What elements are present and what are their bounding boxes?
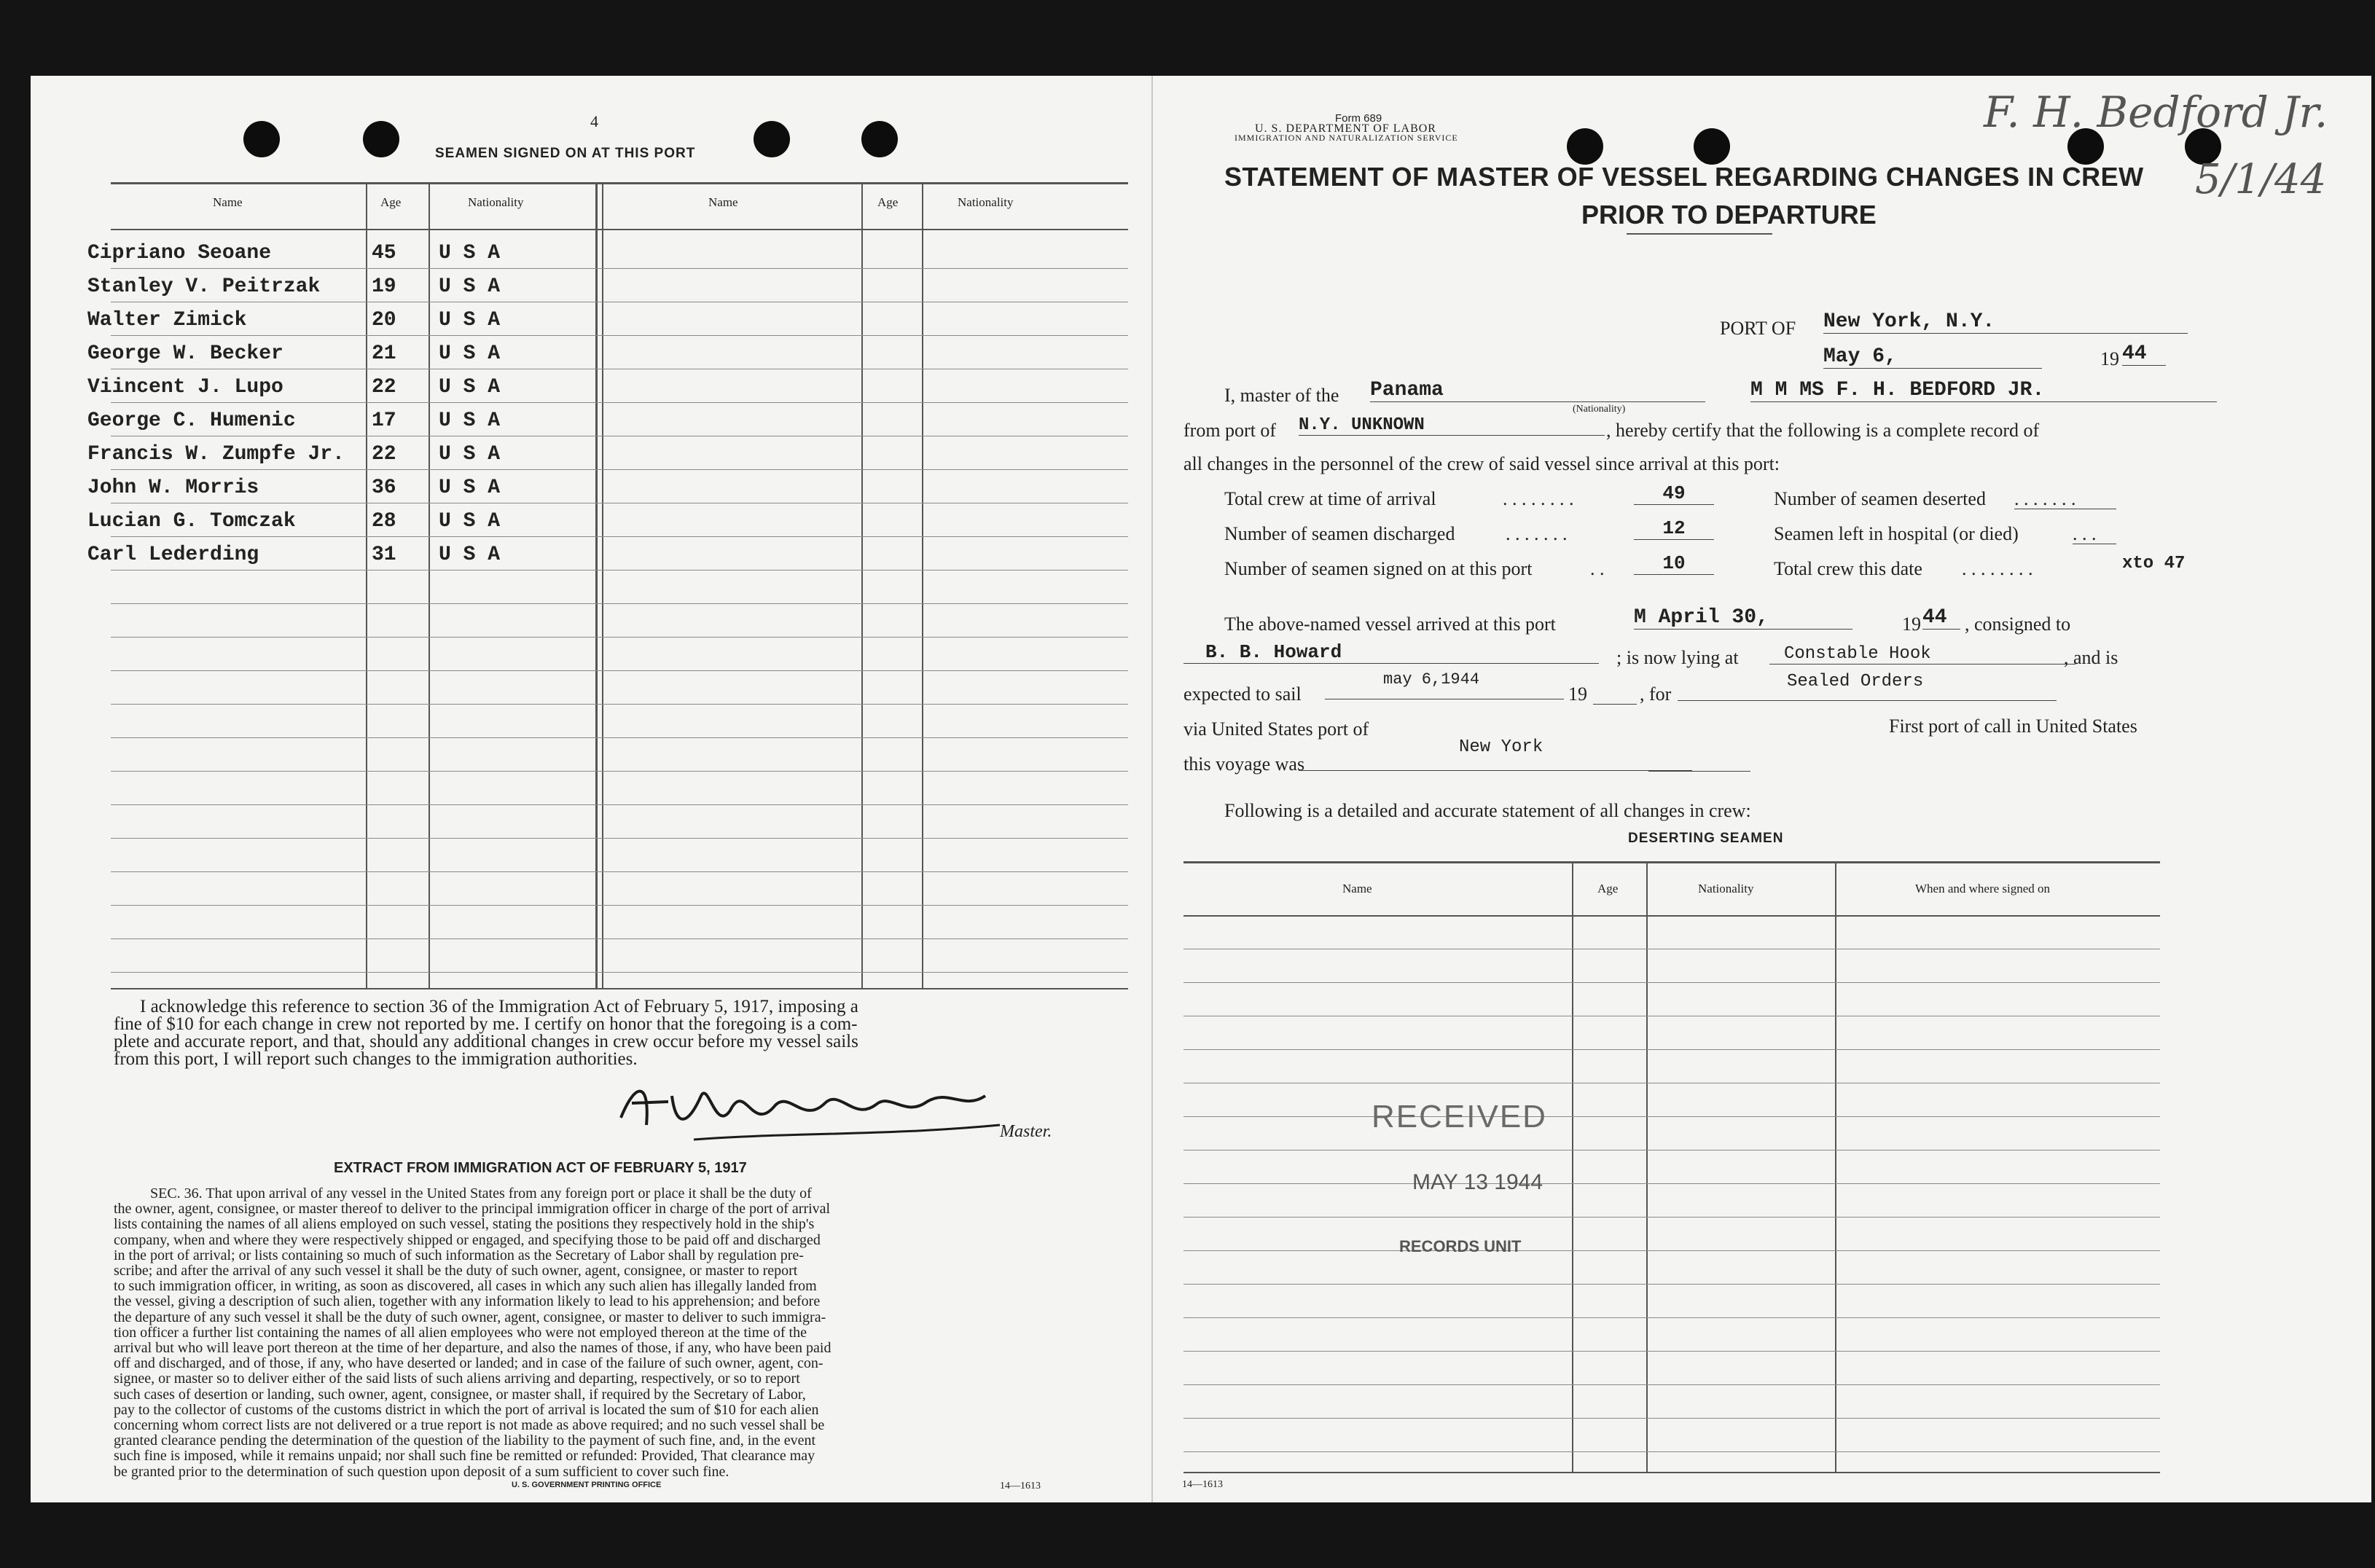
table-row [1183, 1317, 2160, 1318]
received-stamp: RECEIVED [1372, 1099, 1547, 1134]
year-suffix: 44 [2122, 342, 2166, 366]
seaman-age: 28 [372, 510, 396, 533]
seaman-nationality: U S A [439, 409, 501, 432]
nationality-caption: (Nationality) [1573, 404, 1626, 415]
col-sep [366, 182, 367, 988]
extract-line: SEC. 36. That upon arrival of any vessel in the United States from any foreign port or place it shall be the duty of [150, 1185, 812, 1202]
arrival-total-value: 49 [1634, 482, 1714, 505]
seaman-age: 22 [372, 376, 396, 399]
table-row [1183, 1418, 2160, 1419]
discharged-label: Number of seamen discharged [1224, 523, 1455, 544]
acknowledgement-line: I acknowledge this reference to section 36 of the Immigration Act of February 5, 1917, imposing a [140, 997, 858, 1016]
consignee: B. B. Howard [1183, 641, 1599, 664]
dot-leader: . . [1590, 558, 1605, 579]
deserting-header-rule [1183, 915, 2160, 917]
seaman-nationality: U S A [439, 544, 501, 566]
arrived-year-suffix: 44 [1922, 606, 1960, 630]
and-is-label: , and is [2064, 647, 2118, 668]
page-number: 4 [590, 112, 598, 130]
seaman-age: 19 [372, 275, 396, 298]
deserting-bottom-rule [1183, 1472, 2160, 1473]
date-value: May 6, [1823, 345, 2042, 369]
hospital-label: Seamen left in hospital (or died) [1774, 523, 2019, 544]
col-header-age-2: Age [877, 195, 899, 209]
col-sep [861, 182, 863, 988]
received-stamp-date: MAY 13 1944 [1412, 1170, 1543, 1194]
extract-line: lists containing the names of all aliens employed on such vessel, stating the positions they respectively hold in the ship's [114, 1216, 815, 1233]
arrival-total-label: Total crew at time of arrival [1224, 488, 1436, 509]
extract-line: company, when and where they were respectively shipped or engaged, and specifying those to be paid off and discharged [114, 1231, 821, 1248]
seaman-age: 45 [372, 242, 396, 264]
via-label: via United States port of [1183, 718, 1369, 740]
table-row [111, 938, 1128, 939]
seaman-name: Stanley V. Peitrzak [87, 275, 321, 298]
col-header-age: Age [380, 195, 402, 209]
form-code: 14—1613 [1000, 1481, 1041, 1491]
certify-text: , hereby certify that the following is a complete record of [1606, 420, 2040, 441]
seaman-name: George C. Humenic [87, 409, 296, 432]
table-row [1183, 1116, 2160, 1117]
expected-value: may 6,1944 [1325, 670, 1564, 699]
dot-leader: . . . . . . . . [1503, 488, 1574, 509]
table-row [1183, 982, 2160, 983]
col-sep [429, 182, 430, 988]
acknowledgement-line: plete and accurate report, and that, should any additional changes in crew occur before my vessel sails [114, 1032, 858, 1051]
table-top-rule [111, 182, 1128, 184]
seaman-name: George W. Becker [87, 342, 283, 365]
col-header-nationality-2: Nationality [958, 195, 1014, 209]
for-label: , for [1640, 683, 1672, 705]
table-row [1183, 1451, 2160, 1452]
dot-leader: . . . . . . . [1506, 523, 1568, 544]
seaman-name: John W. Morris [87, 477, 259, 499]
extract-line: in the port of arrival; or lists containing so much of such information as the Secretary of Labor shall by regulation pre- [114, 1247, 804, 1263]
extract-line: the vessel, giving a description of such alien, together with any information likely to lead to his apprehension; and before [114, 1293, 821, 1310]
crew-this-date-label: Total crew this date [1774, 558, 1922, 579]
handwritten-note: F. H. Bedford Jr. [1984, 87, 2328, 137]
table-row [111, 469, 1128, 470]
table-row [111, 268, 1128, 269]
signed-on-value: 10 [1634, 552, 1714, 575]
col-sep [595, 182, 598, 988]
table-row [1183, 1384, 2160, 1385]
form-number: Form 689 [1335, 112, 1382, 125]
seaman-name: Carl Lederding [87, 544, 259, 566]
table-header-rule [111, 229, 1128, 230]
table-row [111, 570, 1128, 571]
table-row [111, 737, 1128, 738]
crew-this-date-value: xto 47 [2122, 554, 2186, 573]
table-row [111, 905, 1128, 906]
seaman-age: 20 [372, 309, 396, 332]
seaman-nationality: U S A [439, 510, 501, 533]
handwritten-date-note: 5/1/44 [2195, 156, 2327, 203]
col-header-name: Name [213, 195, 243, 209]
extract-line: arrival but who will leave port thereon at the time of her departure, and also the names of those, if any, who have been paid [114, 1340, 832, 1357]
seaman-age: 36 [372, 477, 396, 499]
signed-on-label: Number of seamen signed on at this port [1224, 558, 1533, 579]
punch-hole [861, 121, 898, 157]
vessel-nationality: Panama [1370, 379, 1705, 402]
for-value: Sealed Orders [1678, 672, 2057, 701]
first-port-label: First port of call in United States [1889, 716, 2137, 737]
seaman-nationality: U S A [439, 275, 501, 298]
deserting-col-name: Name [1342, 882, 1372, 895]
from-port-value: N.Y. UNKNOWN [1299, 415, 1605, 436]
via-value: New York [1299, 737, 1692, 771]
seaman-nationality: U S A [439, 309, 501, 332]
form-code: 14—1613 [1182, 1479, 1223, 1490]
table-row [111, 637, 1128, 638]
seaman-nationality: U S A [439, 242, 501, 264]
acknowledgement-line: fine of $10 for each change in crew not reported by me. I certify on honor that the foregoing is a com- [114, 1014, 858, 1034]
seaman-name: Lucian G. Tomczak [87, 510, 296, 533]
seaman-name: Walter Zimick [87, 309, 247, 332]
extract-title: EXTRACT FROM IMMIGRATION ACT OF FEBRUARY 5, 1917 [334, 1160, 747, 1176]
table-row [1183, 1284, 2160, 1285]
extract-line: such cases of desertion or landing, such owner, agent, consignee, or master shall, if required by the Secretary of Labor, [114, 1386, 806, 1403]
deserted-label: Number of seamen deserted [1774, 488, 1986, 509]
hospital-value: . . . [2073, 523, 2116, 544]
extract-line: scribe; and after the arrival of any such vessel it shall be the duty of such owner, agent, consignee, or master to report [114, 1263, 798, 1279]
extract-line: such fine is imposed, while it remains unpaid; nor shall such fine be remitted or refunded: Provided, That clearance may [114, 1448, 815, 1465]
seaman-name: Cipriano Seoane [87, 242, 272, 264]
col-sep [922, 182, 923, 988]
following-text: Following is a detailed and accurate statement of all changes in crew: [1224, 800, 1751, 821]
form-title: STATEMENT OF MASTER OF VESSEL REGARDING CHANGES IN CREW [1224, 162, 2144, 192]
arrived-year-prefix: 19 [1902, 614, 1921, 635]
table-row [111, 771, 1128, 772]
form-subtitle: PRIOR TO DEPARTURE [1581, 200, 1877, 230]
arrived-value: M April 30, [1634, 606, 1852, 630]
department: U. S. DEPARTMENT OF LABOR [1255, 122, 1436, 135]
vessel-name: M M MS F. H. BEDFORD JR. [1750, 379, 2217, 402]
table-row [111, 704, 1128, 705]
punch-hole [1694, 128, 1730, 165]
seaman-age: 21 [372, 342, 396, 365]
voyage-blank [1648, 769, 1750, 772]
discharged-value: 12 [1634, 517, 1714, 540]
port-value: New York, N.Y. [1823, 310, 2188, 334]
table-row [1183, 1049, 2160, 1050]
lying-at-label: ; is now lying at [1616, 647, 1739, 668]
extract-line: concerning whom correct lists are not delivered or a true report is not made as above required; and no such vessel shall be [114, 1417, 825, 1434]
deserting-col-age: Age [1597, 882, 1619, 895]
service: IMMIGRATION AND NATURALIZATION SERVICE [1235, 133, 1458, 143]
deserting-col-nationality: Nationality [1698, 882, 1754, 895]
table-row [111, 871, 1128, 872]
table-row [111, 603, 1128, 604]
extract-line: the owner, agent, consignee, or master thereof to deliver to the principal immigration officer in charge of the port of arrival [114, 1201, 831, 1218]
expected-year-prefix: 19 [1568, 683, 1587, 705]
table-row [111, 804, 1128, 805]
signature-role: Master. [1000, 1122, 1052, 1141]
punch-hole [1567, 128, 1603, 165]
table-bottom-rule [111, 988, 1128, 989]
col-sep [1835, 861, 1836, 1473]
extract-line: signee, or master so to deliver either of the said lists of such aliens arriving and departing, respectively, or so to report [114, 1371, 800, 1387]
table-row [111, 335, 1128, 336]
seaman-age: 31 [372, 544, 396, 566]
deserting-col-when-where: When and where signed on [1915, 882, 2051, 895]
dot-leader: . . . . . . . . [1962, 558, 2033, 579]
consigned-label: , consigned to [1965, 614, 2071, 635]
punch-hole [363, 121, 399, 157]
col-header-name-2: Name [708, 195, 738, 209]
col-sep [1572, 861, 1573, 1473]
lying-at-value: Constable Hook [1769, 644, 2075, 665]
seaman-name: Francis W. Zumpfe Jr. [87, 443, 345, 466]
extract-line: granted clearance pending the determination of the question of the liability to the payment of such fine, and, in the event [114, 1432, 816, 1449]
deserting-top-rule [1183, 861, 2160, 863]
table-row [111, 402, 1128, 403]
table-row [111, 536, 1128, 537]
expected-label: expected to sail [1183, 683, 1302, 705]
col-sep [602, 182, 603, 988]
title-underline [1627, 233, 1772, 235]
arrived-label: The above-named vessel arrived at this port [1224, 614, 1556, 635]
seaman-name: Viincent J. Lupo [87, 376, 283, 399]
table-row [111, 838, 1128, 839]
deserted-value: . . . . . . . [2014, 488, 2116, 509]
extract-line: pay to the collector of customs of the customs district in which the port of arrival is located the sum of $10 for each alien [114, 1401, 819, 1418]
extract-line: to such immigration officer, in writing, as soon as discovered, all cases in which any such alien has illegally landed from [114, 1278, 817, 1295]
table-row [1183, 1351, 2160, 1352]
from-port-label: from port of [1183, 420, 1277, 441]
extract-text [114, 1186, 1134, 1480]
seaman-nationality: U S A [439, 342, 501, 365]
extract-line: off and discharged, and of those, if any, who have deserted or landed; and in case of the failure of such owner, agent, con- [114, 1355, 823, 1372]
year-prefix: 19 [2100, 348, 2119, 369]
table-row [1183, 1183, 2160, 1184]
left-page [31, 76, 1153, 1502]
seaman-age: 17 [372, 409, 396, 432]
table-row [1183, 1217, 2160, 1218]
section-title: SEAMEN SIGNED ON AT THIS PORT [435, 146, 696, 161]
received-stamp-unit: RECORDS UNIT [1399, 1237, 1522, 1255]
deserting-title: DESERTING SEAMEN [1628, 831, 1784, 846]
seaman-nationality: U S A [439, 376, 501, 399]
punch-hole [754, 121, 790, 157]
all-changes-text: all changes in the personnel of the crew of said vessel since arrival at this port: [1183, 453, 1780, 474]
seaman-age: 22 [372, 443, 396, 466]
seaman-nationality: U S A [439, 443, 501, 466]
this-voyage-label: this voyage was [1183, 753, 1305, 775]
table-row [111, 972, 1128, 973]
table-row [1183, 1250, 2160, 1251]
port-label: PORT OF [1720, 318, 1796, 339]
extract-line: the departure of any such vessel it shall be the duty of such owner, agent, consignee, or master to deliver to such immigra- [114, 1309, 826, 1325]
col-header-nationality: Nationality [468, 195, 524, 209]
seaman-nationality: U S A [439, 477, 501, 499]
expected-year-blank [1593, 683, 1637, 705]
acknowledgement-line: from this port, I will report such changes to the immigration authorities. [114, 1049, 638, 1069]
punch-hole [243, 121, 280, 157]
master-signature [606, 1067, 1014, 1147]
right-page [1153, 76, 2371, 1502]
extract-line: be granted prior to the determination of such question upon deposit of a sum sufficient to cover such fine. [114, 1463, 729, 1480]
col-sep [1646, 861, 1648, 1473]
table-row [111, 670, 1128, 671]
extract-line: tion officer a further list containing the names of all alien employees who were not employed thereon at the time of the [114, 1324, 807, 1341]
printing-office: U. S. GOVERNMENT PRINTING OFFICE [512, 1481, 662, 1489]
master-of-label: I, master of the [1224, 385, 1339, 406]
